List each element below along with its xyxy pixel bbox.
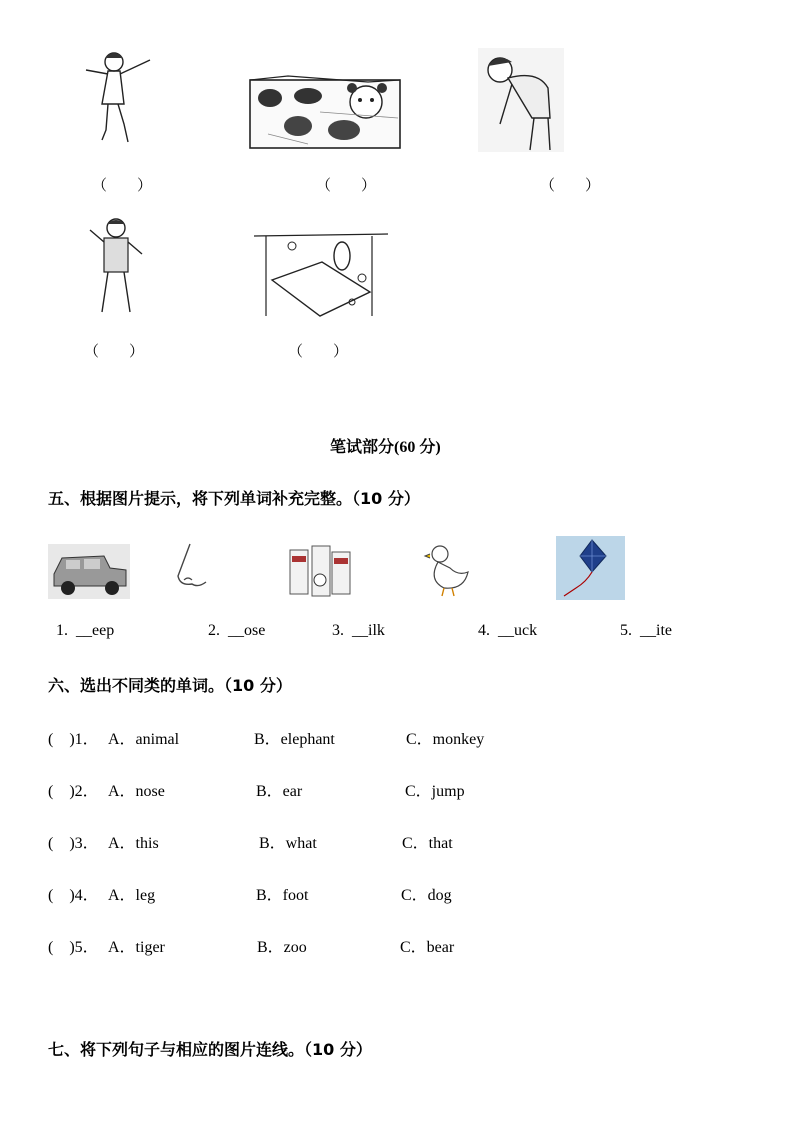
boy-bowing-picture bbox=[478, 48, 564, 152]
kite-picture bbox=[556, 536, 625, 600]
word-blank-4[interactable]: 4. __uck bbox=[478, 622, 538, 639]
boy-waving-picture bbox=[86, 214, 146, 318]
word-blank-2[interactable]: 2. __ose bbox=[208, 622, 266, 639]
section-7-heading: 七、将下列句子与相应的图片连线。（10 分） bbox=[48, 1040, 372, 1059]
answer-paren-5[interactable]: （ ） bbox=[288, 344, 349, 360]
question-5-option-a[interactable]: A．tiger bbox=[108, 939, 165, 956]
question-3-option-b[interactable]: B．what bbox=[259, 835, 317, 852]
answer-paren-1[interactable]: （ ） bbox=[92, 178, 153, 194]
word-blank-5[interactable]: 5. __ite bbox=[620, 622, 672, 639]
question-4-option-b[interactable]: B．foot bbox=[256, 887, 309, 904]
question-2-option-c[interactable]: C．jump bbox=[405, 783, 465, 800]
question-4-option-c[interactable]: C．dog bbox=[401, 887, 452, 904]
question-3-option-c[interactable]: C．that bbox=[402, 835, 453, 852]
question-3-number[interactable]: ( )3． bbox=[48, 835, 99, 852]
section-6-heading: 六、选出不同类的单词。（10 分） bbox=[48, 676, 292, 695]
duck-picture bbox=[424, 542, 470, 600]
nose-picture bbox=[172, 542, 216, 592]
question-5-option-b[interactable]: B．zoo bbox=[257, 939, 307, 956]
question-4-number[interactable]: ( )4． bbox=[48, 887, 99, 904]
milk-cartons-picture bbox=[288, 544, 352, 600]
question-3-option-a[interactable]: A．this bbox=[108, 835, 159, 852]
written-part-title: 笔试部分(60 分) bbox=[330, 439, 441, 456]
question-1-number[interactable]: ( )1． bbox=[48, 731, 99, 748]
question-2-option-b[interactable]: B．ear bbox=[256, 783, 303, 800]
jeep-picture bbox=[48, 544, 130, 599]
question-2-option-a[interactable]: A．nose bbox=[108, 783, 165, 800]
question-1-option-a[interactable]: A．animal bbox=[108, 731, 180, 748]
answer-paren-4[interactable]: （ ） bbox=[84, 344, 145, 360]
question-2-number[interactable]: ( )2． bbox=[48, 783, 99, 800]
answer-paren-2[interactable]: （ ） bbox=[316, 178, 377, 194]
word-blank-3[interactable]: 3. __ilk bbox=[332, 622, 385, 639]
question-5-option-c[interactable]: C．bear bbox=[400, 939, 455, 956]
section-5-heading: 五、根据图片提示，将下列单词补充完整。（10 分） bbox=[48, 489, 420, 508]
question-4-option-a[interactable]: A．leg bbox=[108, 887, 156, 904]
box-toy-picture bbox=[252, 232, 390, 318]
question-1-option-c[interactable]: C．monkey bbox=[406, 731, 485, 748]
question-5-number[interactable]: ( )5． bbox=[48, 939, 99, 956]
question-1-option-b[interactable]: B．elephant bbox=[254, 731, 335, 748]
girl-dancing-picture bbox=[78, 44, 158, 154]
answer-paren-3[interactable]: （ ） bbox=[540, 178, 601, 194]
teddy-bear-picture bbox=[248, 74, 405, 152]
word-blank-1[interactable]: 1. __eep bbox=[56, 622, 115, 639]
